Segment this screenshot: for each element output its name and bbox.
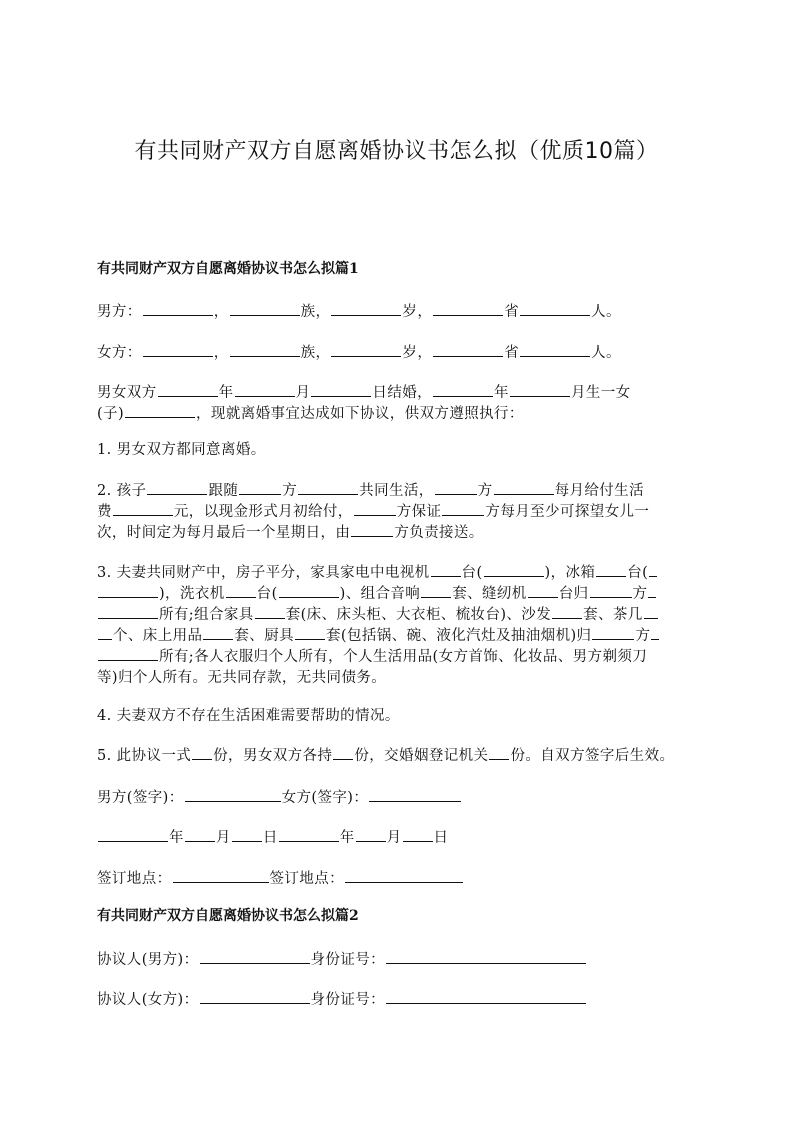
- text: 2. 孩子: [97, 483, 147, 499]
- text: 人。: [591, 304, 621, 320]
- blank: [295, 638, 325, 640]
- text: 共同生活，: [359, 483, 434, 499]
- blank: [431, 575, 461, 577]
- female-signature-label: 女方(签字)：: [281, 790, 369, 806]
- label: 女方：: [97, 345, 142, 361]
- text: 方: [635, 628, 651, 644]
- id-label: 身份证号：: [310, 992, 386, 1008]
- blank-city: [520, 355, 590, 357]
- label: 男方：: [97, 304, 142, 320]
- place-label: 签订地点：: [97, 871, 172, 887]
- text: 日: [262, 830, 278, 846]
- text: 套、缝纫机: [452, 586, 527, 602]
- signature-line: [97, 788, 697, 809]
- clause-1: 1. 男女双方都同意离婚。: [97, 442, 266, 458]
- blank-id: [386, 962, 586, 964]
- text: 费: [97, 504, 112, 520]
- blank: [442, 514, 484, 516]
- blank: [235, 395, 295, 397]
- text: 年: [218, 385, 234, 401]
- text: 日: [433, 830, 449, 846]
- text: 省: [504, 304, 520, 320]
- blank-month: [185, 840, 215, 842]
- blank: [125, 416, 195, 418]
- text: 份。自双方签字后生效。: [510, 748, 675, 764]
- text: 人。: [591, 345, 621, 361]
- text: 年: [494, 385, 509, 401]
- blank: [644, 617, 658, 619]
- text: ，现就离婚事宜达成如下协议，供双方遵照执行：: [196, 406, 524, 422]
- male-signature-blank: [185, 800, 281, 802]
- blank-age: [331, 355, 401, 357]
- text: 套、厨具: [234, 628, 295, 644]
- clause-2: [97, 481, 697, 544]
- blank: [98, 617, 158, 619]
- section-1-heading: 有共同财产双方自愿离婚协议书怎么拟篇1: [97, 261, 359, 277]
- male-info-line: [97, 302, 697, 323]
- blank-id: [386, 1002, 586, 1004]
- text: 台(: [461, 565, 483, 581]
- text: 年: [339, 830, 355, 846]
- blank: [158, 395, 218, 397]
- place-label: 签订地点：: [269, 871, 344, 887]
- female-info-line: [97, 343, 697, 364]
- blank: [192, 758, 212, 760]
- text: 族，: [300, 304, 331, 320]
- document-title: 有共同财产双方自愿离婚协议书怎么拟（优质10篇）: [134, 139, 659, 164]
- text: 套(床、床头柜、大衣柜、梳妆台)、沙发: [285, 607, 552, 623]
- blank: [311, 395, 371, 397]
- text: 套、茶几: [583, 607, 643, 623]
- place-blank: [345, 881, 463, 883]
- blank-age: [331, 314, 401, 316]
- blank: [298, 493, 358, 495]
- blank: [651, 638, 659, 640]
- text: 方: [282, 483, 298, 499]
- blank: [552, 617, 582, 619]
- blank: [596, 575, 626, 577]
- intro-paragraph: [97, 383, 697, 425]
- blank: [98, 659, 158, 661]
- text: 方保证: [396, 504, 442, 520]
- blank: [279, 596, 339, 598]
- text: 台(: [256, 586, 278, 602]
- blank: [98, 638, 112, 640]
- id-label: 身份证号：: [310, 952, 386, 968]
- text: 份，交婚姻登记机关: [354, 748, 489, 764]
- text: 台(: [627, 565, 649, 581]
- party-female-line: [97, 990, 697, 1011]
- clause-5: [97, 746, 697, 767]
- text: 月: [295, 385, 311, 401]
- blank: [333, 758, 353, 760]
- blank: [435, 493, 477, 495]
- blank: [484, 575, 544, 577]
- text: 每月给付生活: [554, 483, 644, 499]
- section-2-heading: 有共同财产双方自愿离婚协议书怎么拟篇2: [97, 908, 359, 924]
- blank: [494, 493, 554, 495]
- party-label: 协议人(女方)：: [97, 992, 199, 1008]
- blank: [433, 395, 493, 397]
- text: 跟随: [208, 483, 239, 499]
- text: 岁，: [402, 304, 433, 320]
- text: ，: [213, 304, 229, 320]
- blank: [590, 596, 632, 598]
- text: 次，时间定为每月最后一个星期日，由: [97, 525, 351, 541]
- text: 族，: [300, 345, 331, 361]
- text: 所有;组合家具: [159, 607, 254, 623]
- blank: [226, 596, 256, 598]
- text: 省: [504, 345, 520, 361]
- text: 方负责接送。: [394, 525, 484, 541]
- text: )，洗衣机: [159, 586, 225, 602]
- blank: [649, 575, 657, 577]
- blank-name: [200, 1002, 310, 1004]
- text: 方每月至少可探望女儿一: [485, 504, 650, 520]
- blank-name: [200, 962, 310, 964]
- text: 个、床上用品: [113, 628, 203, 644]
- text: 5. 此协议一式: [97, 748, 192, 764]
- text: )、组合音响: [339, 586, 421, 602]
- text: 岁，: [402, 345, 433, 361]
- text: 日结婚，: [372, 385, 433, 401]
- place-line: [97, 869, 697, 890]
- blank: [351, 535, 393, 537]
- blank-month: [356, 840, 386, 842]
- clause-4: 4. 夫妻双方不存在生活困难需要帮助的情况。: [97, 708, 400, 724]
- blank: [354, 514, 396, 516]
- blank-name: [143, 314, 213, 316]
- text: 男女双方: [97, 385, 157, 401]
- place-blank: [173, 881, 269, 883]
- text: 方: [477, 483, 493, 499]
- party-male-line: [97, 950, 697, 971]
- text: 年: [169, 830, 184, 846]
- blank-day: [232, 840, 262, 842]
- blank: [255, 617, 285, 619]
- blank: [648, 596, 656, 598]
- blank-year: [279, 840, 339, 842]
- blank: [98, 596, 158, 598]
- text: (子): [97, 406, 125, 422]
- text: 台归: [558, 586, 589, 602]
- date-line: [97, 828, 697, 849]
- blank-city: [520, 314, 590, 316]
- blank: [113, 514, 173, 516]
- text: 所有;各人衣服归个人所有，个人生活用品(女方首饰、化妆品、男方剃须刀: [159, 649, 648, 665]
- blank: [421, 596, 451, 598]
- blank-province: [433, 314, 503, 316]
- blank-year: [98, 840, 168, 842]
- text: 3. 夫妻共同财产中，房子平分，家具家电中电视机: [97, 565, 430, 581]
- blank-day: [403, 840, 433, 842]
- blank: [489, 758, 509, 760]
- text: 套(包括锅、碗、液化汽灶及抽油烟机)归: [326, 628, 592, 644]
- text: 等)归个人所有。无共同存款，无共同债务。: [97, 670, 387, 686]
- text: )，冰箱: [544, 565, 596, 581]
- blank-ethnicity: [230, 314, 300, 316]
- blank: [239, 493, 281, 495]
- text: 月: [386, 830, 402, 846]
- blank: [510, 395, 570, 397]
- blank: [147, 493, 207, 495]
- male-signature-label: 男方(签字)：: [97, 790, 184, 806]
- text: 月: [215, 830, 231, 846]
- blank-name: [143, 355, 213, 357]
- blank: [528, 596, 558, 598]
- text: 月生一女: [570, 385, 631, 401]
- text: 方: [632, 586, 648, 602]
- text: 份，男女双方各持: [213, 748, 333, 764]
- blank-province: [433, 355, 503, 357]
- party-label: 协议人(男方)：: [97, 952, 199, 968]
- text: ，: [213, 345, 229, 361]
- clause-3: [97, 563, 697, 689]
- female-signature-blank: [369, 800, 461, 802]
- blank-ethnicity: [230, 355, 300, 357]
- blank: [592, 638, 634, 640]
- blank: [203, 638, 233, 640]
- text: 元，以现金形式月初给付，: [173, 504, 353, 520]
